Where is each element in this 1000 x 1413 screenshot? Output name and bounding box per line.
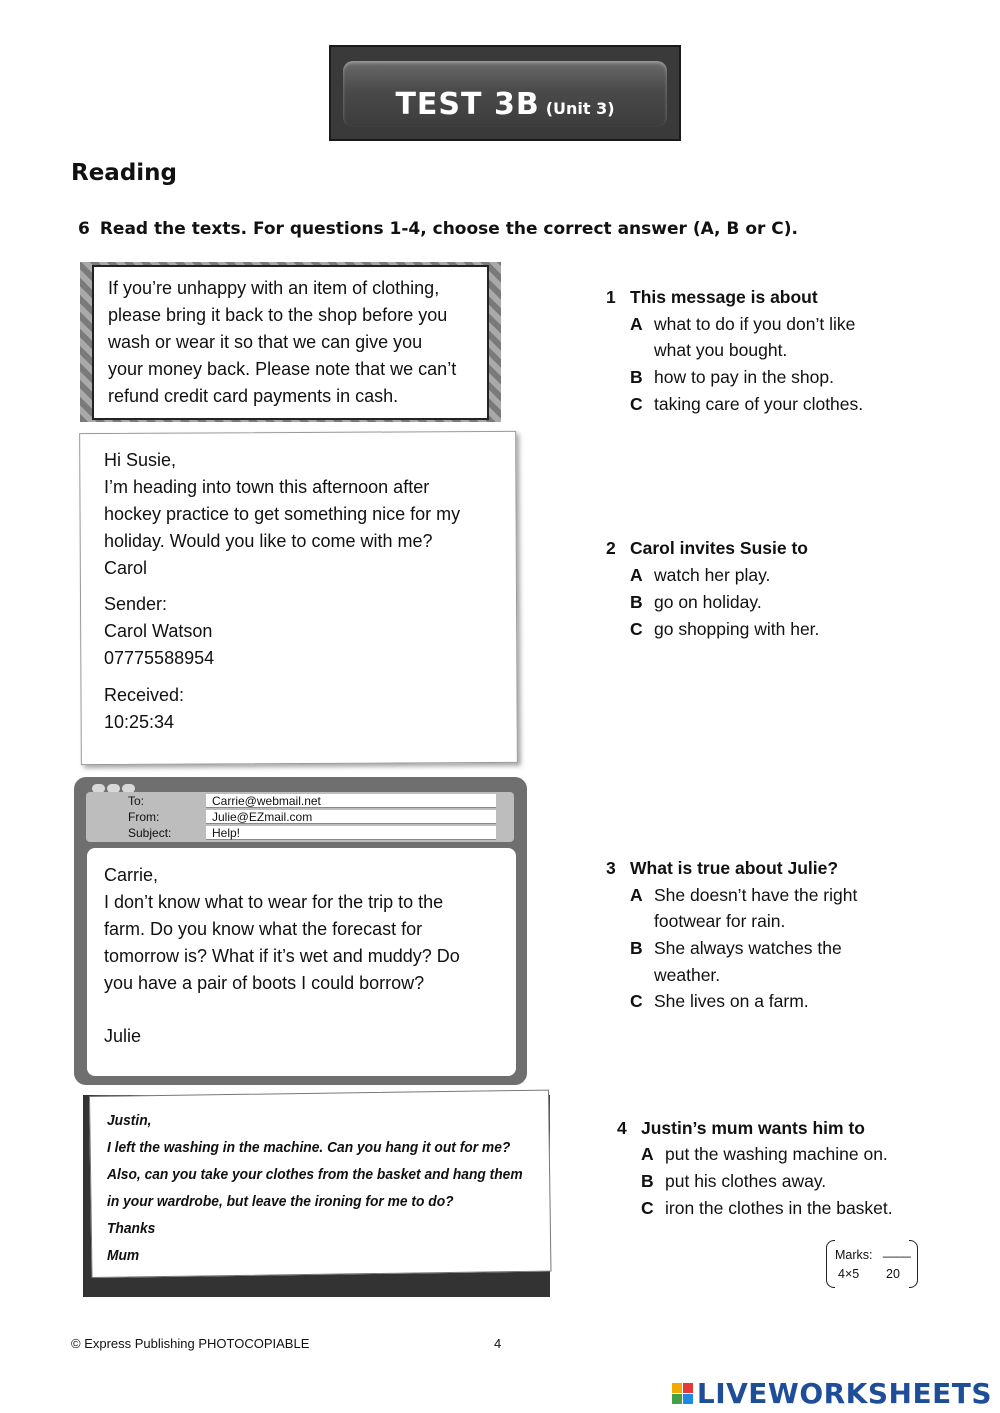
- page-number: 4: [494, 1336, 502, 1351]
- question-1: 1 This message is about: [606, 287, 818, 307]
- q3-option-b[interactable]: B She always watches the: [630, 938, 842, 958]
- q3-option-b-cont: weather.: [654, 965, 721, 985]
- email-line: you have a pair of boots I could borrow?: [104, 973, 425, 993]
- marks-formula: 4×5: [838, 1267, 860, 1281]
- email-line: farm. Do you know what the forecast for: [104, 919, 423, 939]
- email-from-value: Julie@EZmail.com: [206, 810, 496, 824]
- brand-grid-icon: [672, 1383, 694, 1405]
- sms-line: I’m heading into town this afternoon after: [104, 477, 430, 497]
- note-line: I left the washing in the machine. Can you hang it out for me?: [107, 1139, 511, 1156]
- brand-name: LIVEWORKSHEETS: [696, 1377, 992, 1410]
- q2-option-c[interactable]: C go shopping with her.: [630, 619, 820, 639]
- notice-line: wash or wear it so that we can give you: [108, 332, 423, 352]
- note-line: Mum: [107, 1247, 140, 1264]
- q4-option-a[interactable]: A put the washing machine on.: [641, 1144, 888, 1164]
- notice-line: please bring it back to the shop before you: [108, 305, 448, 325]
- question-2: 2 Carol invites Susie to: [606, 538, 808, 558]
- q3-option-a[interactable]: A She doesn’t have the right: [630, 885, 858, 905]
- instruction: [78, 219, 798, 239]
- email-subject-value: Help!: [206, 826, 496, 840]
- sms-sender-label: Sender:: [104, 594, 168, 614]
- email-to-label: To:: [128, 794, 145, 808]
- email-to-value: Carrie@webmail.net: [206, 794, 496, 808]
- email-subject-label: Subject:: [128, 826, 172, 840]
- sms-received-time: 10:25:34: [104, 712, 175, 732]
- section-title: Reading: [71, 160, 178, 186]
- q1-option-a-cont: what you bought.: [654, 340, 788, 360]
- marks-total: 20: [886, 1267, 900, 1281]
- q1-option-c[interactable]: C taking care of your clothes.: [630, 394, 864, 414]
- marks-box: [826, 1240, 918, 1288]
- email-line: I don’t know what to wear for the trip to the: [104, 892, 444, 912]
- note-line: Justin,: [107, 1112, 152, 1129]
- shop-notice: [92, 265, 489, 420]
- q2-option-a[interactable]: A watch her play.: [630, 565, 771, 585]
- instruction-text: Read the texts. For questions 1-4, choose the correct answer (A, B or C).: [99, 219, 798, 239]
- email-from-label: From:: [128, 810, 160, 824]
- unit-label: (Unit 3): [545, 99, 615, 118]
- sms-received-label: Received:: [104, 685, 185, 705]
- test-title: TEST 3B: [395, 87, 540, 122]
- title-banner: [329, 45, 681, 141]
- email-signoff: Julie: [104, 1026, 142, 1046]
- q3-option-a-cont: footwear for rain.: [654, 911, 786, 931]
- sms-signoff: Carol: [104, 558, 148, 578]
- notice-line: your money back. Please note that we can’t: [108, 359, 457, 379]
- sms-sender-phone: 07775588954: [104, 648, 215, 668]
- note-line: Thanks: [107, 1220, 156, 1237]
- notice-line: refund credit card payments in cash.: [108, 386, 399, 406]
- note-line: in your wardrobe, but leave the ironing for me to do?: [107, 1193, 454, 1210]
- sms-line: hockey practice to get something nice for my: [104, 504, 461, 524]
- note-from-mum: [89, 1090, 551, 1278]
- q3-option-c[interactable]: C She lives on a farm.: [630, 991, 809, 1011]
- note-line: Also, can you take your clothes from the basket and hang them: [107, 1166, 523, 1183]
- q1-option-a[interactable]: A what to do if you don’t like: [630, 314, 856, 334]
- footer-copyright: © Express Publishing PHOTOCOPIABLE: [71, 1336, 310, 1351]
- marks-label: Marks:: [835, 1248, 873, 1262]
- email-header: [86, 792, 514, 842]
- question-3: 3 What is true about Julie?: [606, 858, 839, 878]
- sms-greeting: Hi Susie,: [104, 450, 177, 470]
- brand-logo: [672, 1377, 992, 1410]
- q1-option-b[interactable]: B how to pay in the shop.: [630, 367, 834, 387]
- q4-option-c[interactable]: C iron the clothes in the basket.: [641, 1198, 893, 1218]
- email-greeting: Carrie,: [104, 865, 159, 885]
- marks-blank[interactable]: ____: [883, 1244, 911, 1258]
- notice-line: If you’re unhappy with an item of clothing,: [108, 278, 440, 298]
- question-4: 4 Justin’s mum wants him to: [617, 1118, 865, 1138]
- instruction-number: 6: [78, 219, 90, 239]
- sms-sender-name: Carol Watson: [104, 621, 213, 641]
- q4-option-b[interactable]: B put his clothes away.: [641, 1171, 827, 1191]
- email-line: tomorrow is? What if it’s wet and muddy? Do: [104, 946, 460, 966]
- q2-option-b[interactable]: B go on holiday.: [630, 592, 762, 612]
- sms-line: holiday. Would you like to come with me?: [104, 531, 433, 551]
